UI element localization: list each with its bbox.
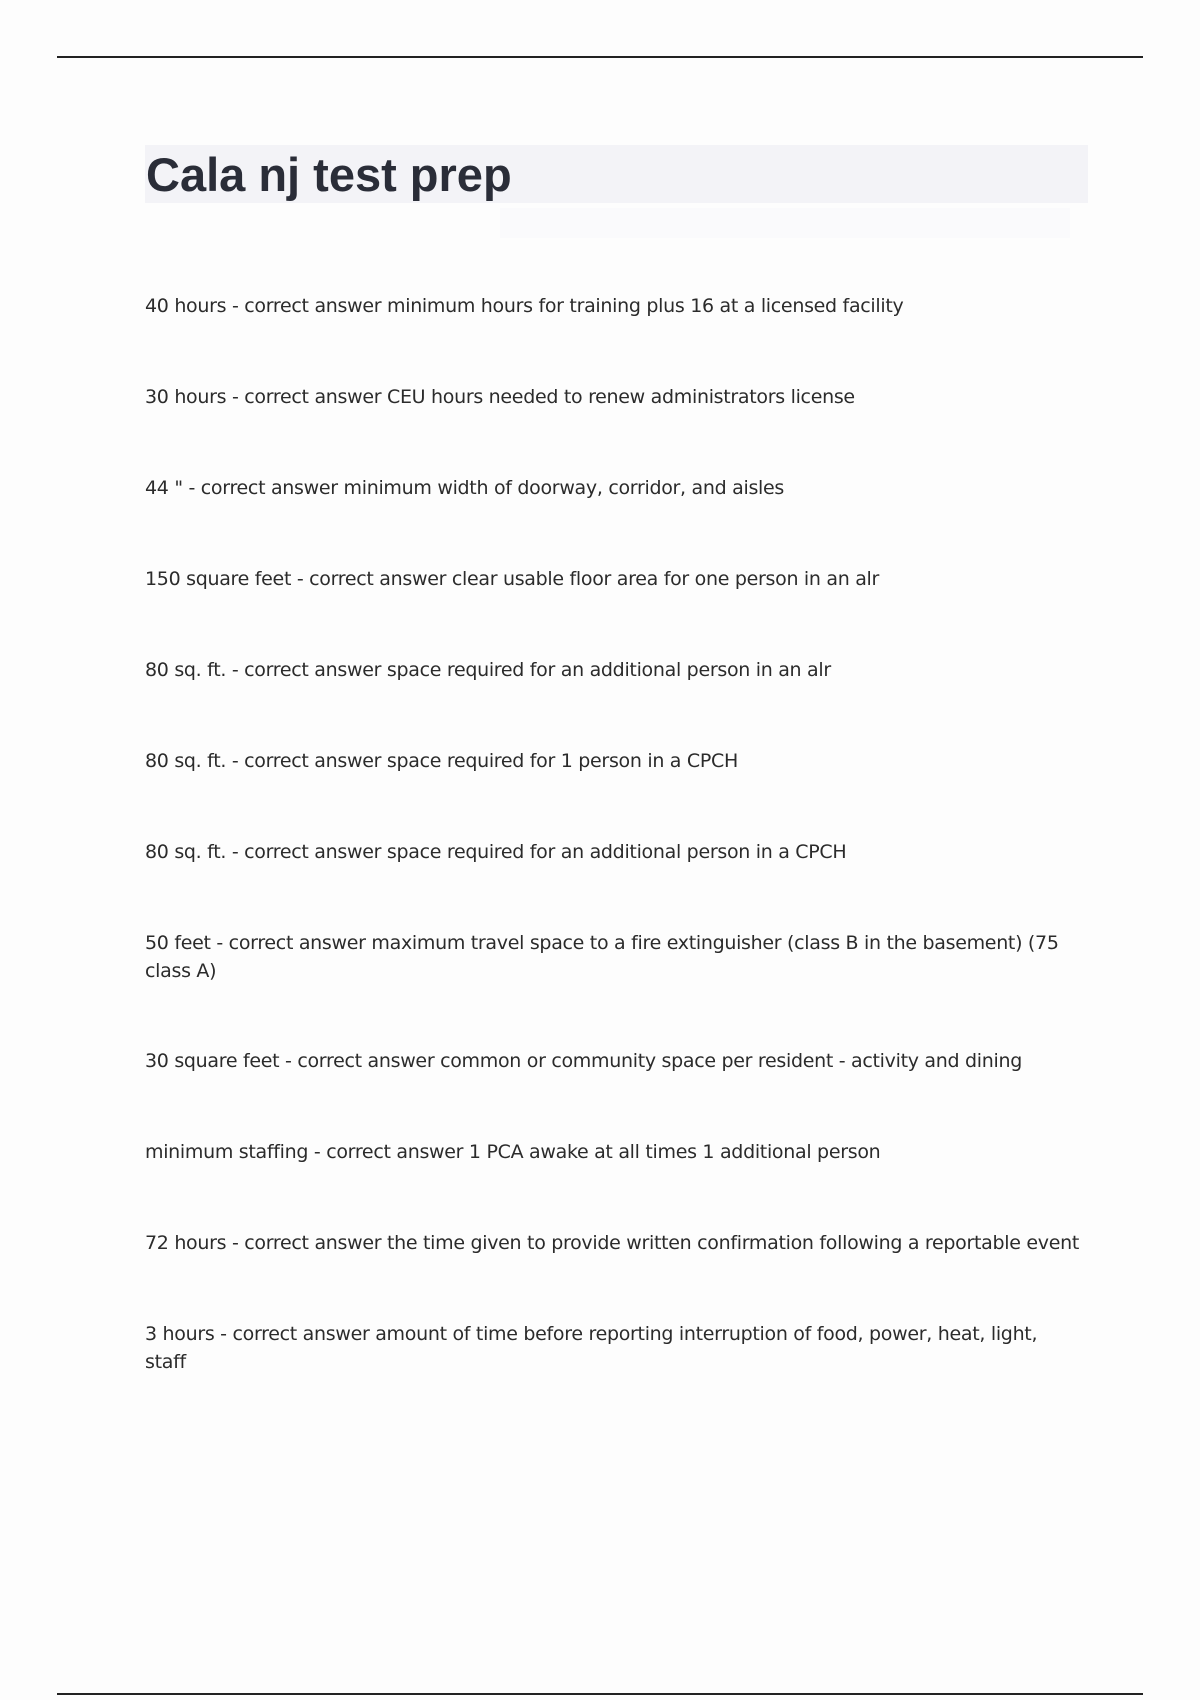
qa-item: 150 square feet - correct answer clear usable floor area for one person in an alr bbox=[145, 568, 880, 590]
top-rule bbox=[57, 56, 1143, 58]
qa-item: 80 sq. ft. - correct answer space required for 1 person in a CPCH bbox=[145, 750, 738, 772]
qa-item: 50 feet - correct answer maximum travel space to a fire extinguisher (class B in the basement) (75 class A) bbox=[145, 932, 1059, 982]
page-title: Cala nj test prep bbox=[146, 148, 512, 201]
qa-item: 72 hours - correct answer the time given to provide written confirmation following a reportable event bbox=[145, 1232, 1079, 1254]
qa-item: 3 hours - correct answer amount of time before reporting interruption of food, power, heat, light, staff bbox=[145, 1323, 1038, 1373]
qa-item: 30 hours - correct answer CEU hours needed to renew administrators license bbox=[145, 386, 855, 408]
title-shadow-band bbox=[500, 208, 1070, 238]
bottom-rule bbox=[57, 1693, 1143, 1695]
qa-item: 80 sq. ft. - correct answer space required for an additional person in an alr bbox=[145, 659, 831, 681]
qa-item: 40 hours - correct answer minimum hours for training plus 16 at a licensed facility bbox=[145, 295, 904, 317]
qa-item: 30 square feet - correct answer common or community space per resident - activity and dining bbox=[145, 1050, 1022, 1072]
qa-item: minimum staffing - correct answer 1 PCA awake at all times 1 additional person bbox=[145, 1141, 881, 1163]
qa-item: 80 sq. ft. - correct answer space required for an additional person in a CPCH bbox=[145, 841, 847, 863]
qa-item: 44 " - correct answer minimum width of doorway, corridor, and aisles bbox=[145, 477, 785, 499]
